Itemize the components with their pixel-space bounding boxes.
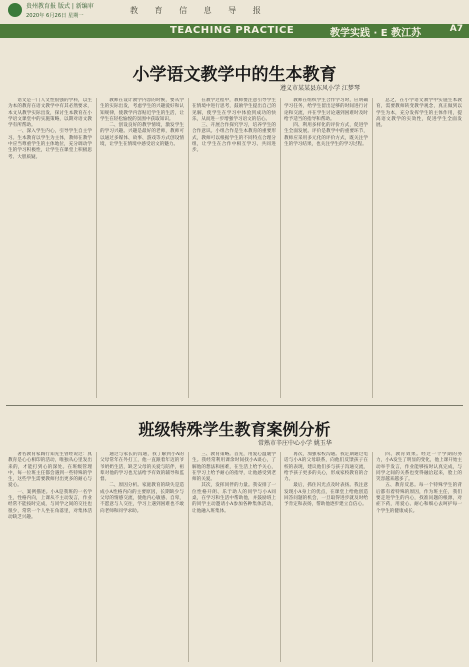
column-divider xyxy=(280,98,281,398)
masthead xyxy=(0,0,469,24)
issue-date: 2020年 6月26日 星期一 xyxy=(26,13,84,19)
column-divider xyxy=(188,452,189,662)
article1-paragraph: 三、开展合作探究学习，培养学生的合作意识。小组合作是生本教育的重要形式，教师可以根据学生的不同特点合理分组，让学生在合作中相互学习、共同进步。 xyxy=(192,123,276,154)
article2-paragraph: 一、案例描述。小A是我班的一名学生，性格内向，上课从不主动发言，作业经常不能按时完成，与同学之间的交往也很少，常常一个人坐在角落里，对集体活动缺乏兴趣。 xyxy=(8,489,92,520)
article2-column-2 xyxy=(100,452,184,662)
article2-author: 常熟市辛庄中心小学 姚玉华 xyxy=(258,440,332,447)
article1-author: 遵义市某某县东风小学 江梦琴 xyxy=(280,85,360,92)
article-divider xyxy=(6,405,463,406)
article1-paragraph: 在教学过程中，教师要注意引导学生在情境中进行思考，鼓励学生提出自己的见解，使学生在学习中体验到成功的快乐，从而进一步增强学习语文的信心。 xyxy=(192,98,276,122)
article2-paragraph: 三、教育策略。首先，用爱心温暖学生。我经常利用课余时间找小A谈心，了解他的想法和困难，在生活上给予关心，在学习上给予耐心的指导，让他感受到老师的关爱。 xyxy=(192,452,276,483)
article1-column-5 xyxy=(376,98,462,398)
article2-paragraph: 五、教育反思。每一个特殊学生的背后都有着特殊的原因，作为班主任，我们要走进学生的内心，找准问题的根源，对症下药，用爱心、耐心和细心去呵护每一个学生的健康成长。 xyxy=(376,483,462,514)
article1-paragraph: 四、利用多样化的评价方式，促进学生全面发展。评价是教学中的重要环节，教师应采用多元化的评价方式，既关注学生的学习结果，也关注学生的学习过程。 xyxy=(284,123,368,148)
article1-paragraph: 二、创设良好的教学情境，激发学生的学习兴趣。兴趣是最好的老师，教师可以通过多媒体、故事、游戏等方式创设情境，让学生在情境中感受语文的魅力。 xyxy=(100,123,184,148)
article1-column-1 xyxy=(8,98,92,398)
column-divider xyxy=(372,452,373,662)
paper-name xyxy=(26,3,94,10)
article2-paragraph: 著名教育家陶行知先生曾经说过：真教育是心心相印的活动，唯独从心里发出来的，才能打到心的深处。在班级管理中，每一位班主任都会遇到一些特殊的学生，这些学生需要教师付出更多的耐心与爱心。 xyxy=(8,452,92,489)
article1-paragraph: 教师在组织学生合作学习时，应明确学习任务，给学生留出足够的时间进行讨论和交流，并在学生讨论遇到困难时及时给予适当的指导和帮助。 xyxy=(284,98,368,122)
article1-paragraph: 一、深入学生内心，引导学生自主学习。生本教育以学生为主体，教师在教学中应当尊重学生的主体地位，充分调动学生的学习积极性，让学生在课堂上积极思考、大胆质疑。 xyxy=(8,129,92,160)
article1-paragraph: 教师在设计教学内容的时候，要从学生的实际出发，考虑学生的兴趣爱好和认知规律，使教学内容贴近学生的生活，让学生在轻松愉悦的氛围中获取知识。 xyxy=(100,98,184,122)
article2-paragraph: 四、教育效果。经过一个学期的努力，小A发生了明显的变化，他上课开始主动举手发言，作业能够按时认真完成，与同学之间的关系也变得融洽起来，脸上的笑容越来越多了。 xyxy=(376,452,462,483)
article2-paragraph: 最后，抓住闪光点及时表扬。我注意发现小A身上的优点，在课堂上给他创造回答问题的机会，一旦取得进步就及时给予肯定和表扬，帮助他逐步建立自信心。 xyxy=(284,483,368,508)
article2-column-5 xyxy=(376,452,462,662)
article2-paragraph: 通过与家长的沟通，我了解到小A的父母常年在外打工，他一直跟着年迈的爷爷奶奶生活，缺乏父母的关爱与陪伴，祖辈对他的学习也无法给予有效的辅导和监督。 xyxy=(100,452,184,483)
article1-paragraph: 总之，在小学语文教学中实施生本教育，需要教师转变教学观念，真正做到以学生为本，充分发挥学生的主体作用，提高语文教学的实效性，促进学生全面发展。 xyxy=(376,98,462,129)
page-number: A7 xyxy=(449,24,463,34)
article2-paragraph: 再次，加强家校沟通。我定期通过电话与小A的父母联系，向他们反馈孩子在校的表现，建议他们多与孩子沟通交流，给予孩子更多的关心，形成家校教育的合力。 xyxy=(284,452,368,483)
article1-title: 小学语文教学中的生本教育 xyxy=(132,65,337,85)
article2-column-4 xyxy=(284,452,368,662)
section-title-cn: 教学实践 · E 教江苏 xyxy=(330,28,422,39)
column-divider xyxy=(372,98,373,398)
article2-paragraph: 二、原因分析。家庭教育的缺失是造成小A性格内向的主要原因，长期缺少与父母的情感交流，使他内心敏感、自卑，不愿意与人交往，学习上遇到困难也不敢向老师和同学求助。 xyxy=(100,483,184,514)
newspaper-logo-icon xyxy=(8,3,22,17)
article2-title: 班级特殊学生教育案例分析 xyxy=(138,420,331,439)
article2-column-3 xyxy=(192,452,276,662)
section-title-en: TEACHING PRACTICE xyxy=(170,25,295,36)
masthead-slogan: 教 育 信 息 导 报 xyxy=(130,6,268,15)
article2-paragraph: 其次，发挥同伴的力量。我安排了一位性格开朗、乐于助人的同学与小A同桌，在学习和生活中帮助他，并鼓励班上的同学主动邀请小A参加各种集体活动，让他融入班集体。 xyxy=(192,483,276,514)
column-divider xyxy=(188,98,189,398)
column-divider xyxy=(96,98,97,398)
article2-column-1 xyxy=(8,452,92,662)
article1-column-4 xyxy=(284,98,368,398)
paper-name-sub: 版式 | 新编审 xyxy=(57,3,94,10)
article1-paragraph: 语文是一门人文性很强的学科，以生为本的教育在语文教学中有其必然要求，本文从教学实际出发，探讨生本教育在小学语文课堂中的实施策略，以期对语文教学有所帮助。 xyxy=(8,98,92,129)
column-divider xyxy=(280,452,281,662)
paper-name-main: 贵州教育报 xyxy=(26,3,57,10)
article1-column-3 xyxy=(192,98,276,398)
column-divider xyxy=(96,452,97,662)
article1-column-2 xyxy=(100,98,184,398)
